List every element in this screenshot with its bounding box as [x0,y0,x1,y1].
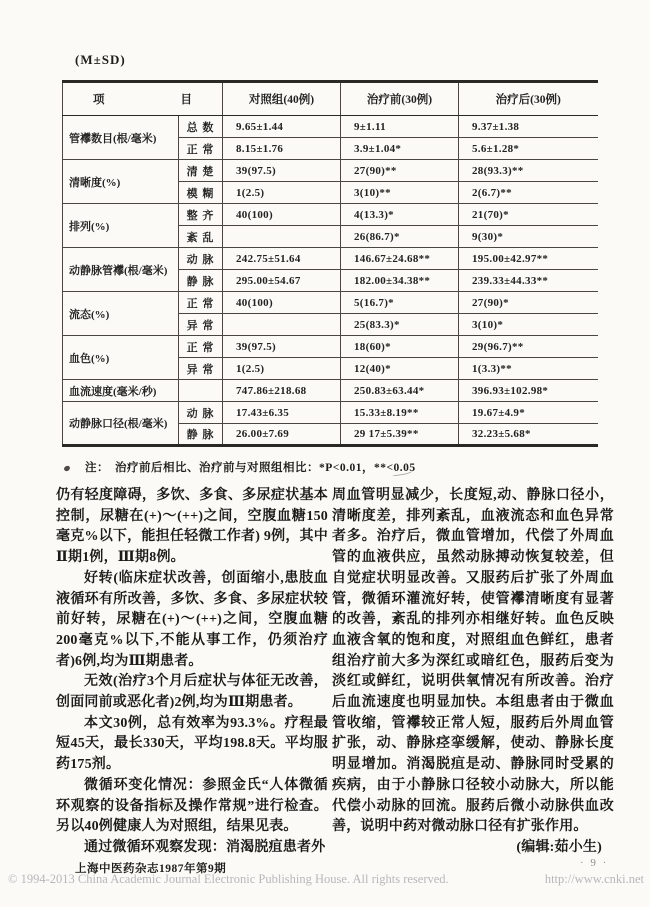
header-before-treatment: 治疗前(30例) [341,82,459,116]
table-header-row [63,82,598,116]
footnote-text: 治疗前后相比、治疗前与对照组相比：*P<0.01，**<0.05 [115,462,416,474]
table-cell: 3(10)** [341,182,459,204]
table-cell: 39(97.5) [223,160,341,182]
table-cell: 27(90)* [459,292,598,314]
table-cell: 146.67±24.68** [341,248,459,270]
paragraph: 好转(临床症状改善，创面缩小,患肢血液循环有所改善，多饮、多食、多尿症状较前好转，尿糖在(+)～(++)之间，空腹血糖200毫克%以下,不能从事工作，仍须治疗者)6例,均为Ⅲ期患者。 [56,570,328,669]
table-cell: 2(6.7)** [459,182,598,204]
table-footnote [85,459,605,475]
header-item-right: 目 [180,94,192,106]
table-cell: 295.00±54.67 [223,270,341,292]
table-cell: 1(2.5) [223,358,341,380]
table-cell: 9±1.11 [341,116,459,138]
table-cell: 18(60)* [341,336,459,358]
table-cell: 3.9±1.04* [341,138,459,160]
row-group-label: 血色(%) [63,336,179,380]
table-cell: 1(2.5) [223,182,341,204]
paragraph: 无效(治疗3个月后症状与体征无改善，创面同前或恶化者)2例,均为Ⅲ期患者。 [56,674,328,711]
table-row [63,336,598,358]
paragraph: 周血管明显减少，长度短,动、静脉口径小，清晰度差，排列紊乱，血液流态和血色异常者多。治疗后，微血管增加，代偿了外周血管的血液供应，虽然动脉搏动恢复较差，但自觉症状明显改善。又服药后扩张了外周血管，微循环灌流好转，使管襻清晰度有显著的改善，紊乱的排列亦相继好转。血色反映血液含氧的饱和度，对照组血色鲜红，患者组治疗前大多为深红或暗红色，服药后变为淡红或鲜红，说明供氧情况有所改善。治疗后血流速度也明显加快。本组患者由于微血管收缩，管襻较正常人短，服药后外周血管扩张，动、静脉痉挛缓解，使动、静脉长度明显增加。消渴脱疽是动、静脉同时受累的疾病，由于小静脉口径较小动脉大，所以能代偿小动脉的回流。服药后微小动脉供血改善，说明中药对微动脉口径有扩张作用。 [332,488,614,835]
table-row [63,248,598,270]
table-cell: 9(30)* [459,226,598,248]
row-sub-label: 总 数 [179,116,223,138]
row-sub-label: 清 楚 [179,160,223,182]
copyright-text: © 1994-2013 China Academic Journal Electronic Publishing House. All rights reserved. [8,872,449,886]
editor-credit: (编辑:茹小生) [516,839,602,855]
table-cell: 40(100) [223,292,341,314]
table-cell: 239.33±44.33** [459,270,598,292]
table-caption-msd: (M±SD) [75,52,126,67]
row-sub-label: 紊 乱 [179,226,223,248]
microcirculation-table [62,80,598,447]
table-row [63,380,598,402]
body-column-right [332,486,614,859]
table-cell: 40(100) [223,204,341,226]
table-cell: 26.00±7.69 [223,424,341,446]
table-row [63,292,598,314]
table-row [63,402,598,424]
row-group-label: 动静脉口径(根/毫米) [63,402,179,446]
table-cell: 28(93.3)** [459,160,598,182]
table-cell: 5.6±1.28* [459,138,598,160]
table-cell: 250.83±63.44* [341,380,459,402]
row-sub-label: 异 常 [179,314,223,336]
table-cell: 19.67±4.9* [459,402,598,424]
table-cell: 29 17±5.39** [341,424,459,446]
table-cell: 195.00±42.97** [459,248,598,270]
row-sub-label: 正 常 [179,292,223,314]
page-number: · 9 · [580,857,609,869]
table-cell: 182.00±34.38** [341,270,459,292]
row-sub-label: 异 常 [179,358,223,380]
table-cell: 5(16.7)* [341,292,459,314]
table-cell: 396.93±102.98* [459,380,598,402]
table-cell: 9.65±1.44 [223,116,341,138]
paragraph: 微循环变化情况：参照金氏“人体微循环观察的设备指标及操作常规”进行检查。另以40例健康人为对照组，结果见表。 [56,777,328,835]
row-sub-label: 正 常 [179,138,223,160]
row-group-label: 流态(%) [63,292,179,336]
table-cell: 15.33±8.19** [341,402,459,424]
table-cell: 21(70)* [459,204,598,226]
row-sub-label [179,380,223,402]
row-group-label: 动静脉管襻(根/毫米) [63,248,179,292]
table-cell [223,226,341,248]
table-cell: 17.43±6.35 [223,402,341,424]
row-group-label: 清晰度(%) [63,160,179,204]
header-item-left: 项 [93,94,105,106]
table-cell: 4(13.3)* [341,204,459,226]
table-cell: 29(96.7)** [459,336,598,358]
table-row [63,204,598,226]
table-cell: 242.75±51.64 [223,248,341,270]
row-sub-label: 静 脉 [179,270,223,292]
table-row [63,160,598,182]
table-cell: 3(10)* [459,314,598,336]
footnote-label: 注： [85,462,109,474]
row-sub-label: 静 脉 [179,424,223,446]
row-sub-label: 模 糊 [179,182,223,204]
row-group-label: 管襻数目(根/毫米) [63,116,179,160]
table-cell: 26(86.7)* [341,226,459,248]
header-after-treatment: 治疗后(30例) [459,82,598,116]
row-sub-label: 动 脉 [179,248,223,270]
row-sub-label: 正 常 [179,336,223,358]
journal-issue-line: 上海中医药杂志1987年第9期 [75,863,227,875]
body-column-left [56,486,328,859]
row-group-label: 血流速度(毫米/秒) [63,380,179,402]
scan-ink-dot [63,465,70,471]
table-cell: 25(83.3)* [341,314,459,336]
cnki-watermark [8,872,644,887]
table-cell: 27(90)** [341,160,459,182]
header-item [63,82,223,116]
row-sub-label: 动 脉 [179,402,223,424]
paragraph: 本文30例，总有效率为93.3%。疗程最短45天，最长330天，平均198.8天。平均服药175剂。 [56,715,328,773]
row-group-label: 排列(%) [63,204,179,248]
table-cell: 39(97.5) [223,336,341,358]
paragraph: 通过微循环观察发现：消渴脱疽患者外 [84,839,326,855]
table-cell: 32.23±5.68* [459,424,598,446]
table-cell: 9.37±1.38 [459,116,598,138]
row-sub-label: 整 齐 [179,204,223,226]
header-control-group: 对照组(40例) [223,82,341,116]
table-cell: 8.15±1.76 [223,138,341,160]
table-cell: 747.86±218.68 [223,380,341,402]
cnki-url: http://www.cnki.net [544,872,644,886]
table-row [63,116,598,138]
table-cell [223,314,341,336]
table-cell: 12(40)* [341,358,459,380]
paragraph: 仍有轻度障碍，多饮、多食、多尿症状基本控制，尿糖在(+)～(++)之间，空腹血糖150毫克%以下，能担任轻微工作者) 9例，其中Ⅱ期1例，Ⅲ期8例。 [56,488,328,566]
table-cell: 1(3.3)** [459,358,598,380]
